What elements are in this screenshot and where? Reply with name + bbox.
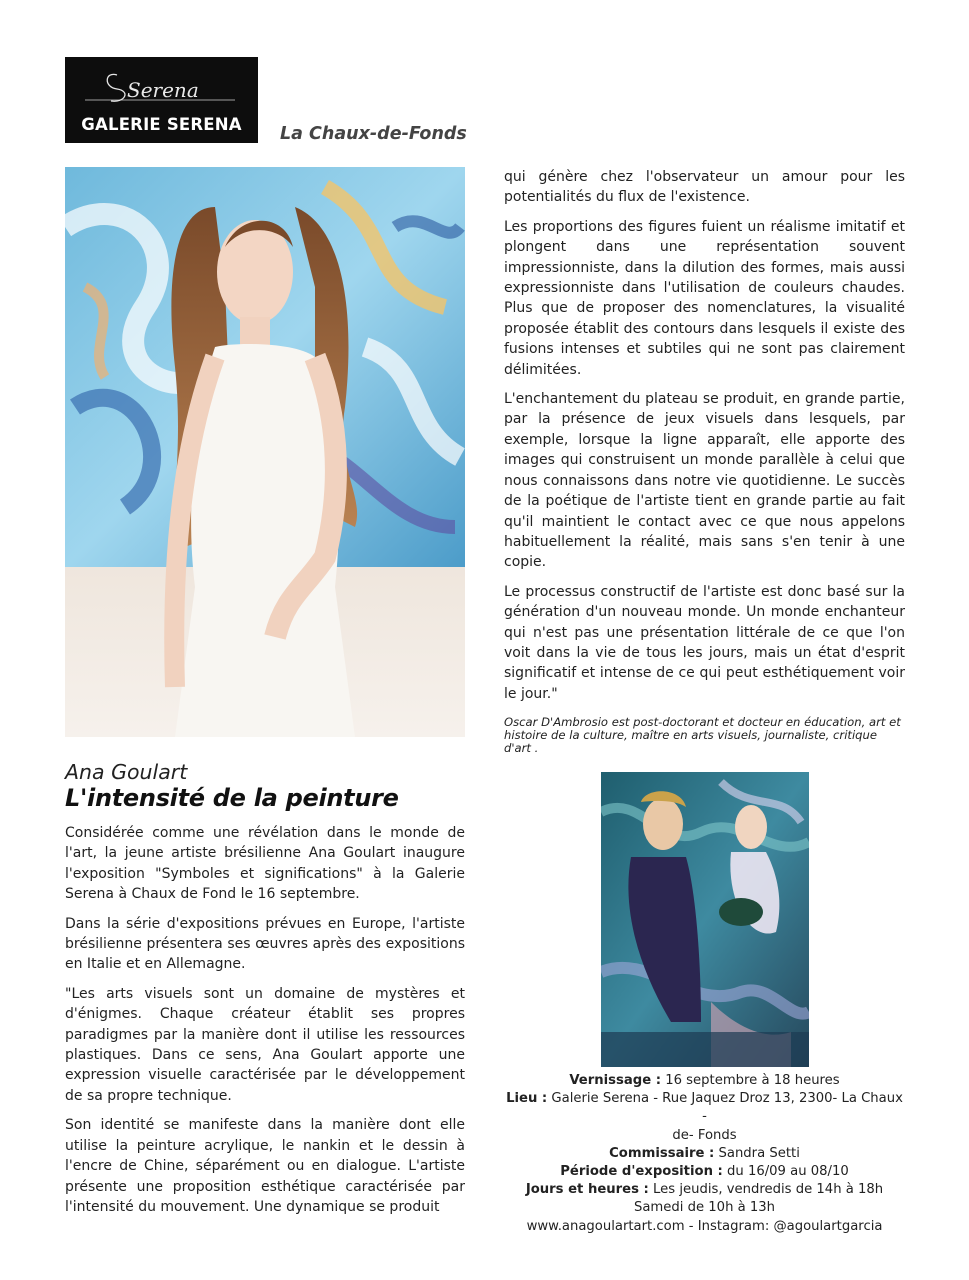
periode-label: Période d'exposition :: [560, 1164, 723, 1180]
jours-label: Jours et heures :: [525, 1182, 649, 1198]
paragraph: qui génère chez l'observateur un amour pour les potentialités du flux de l'existence.: [504, 169, 905, 206]
info-samedi: Samedi de 10h à 13h: [633, 1200, 776, 1216]
vernissage-value: 16 septembre à 18 heures: [661, 1073, 840, 1088]
logo-script-text: Serena: [127, 78, 199, 102]
paragraph: Le processus constructif de l'artiste est donc basé sur la génération d'un nouveau monde. Un monde enchanteur qui n'est pas une présentation littérale de ce que l'on voit dans la vie de tous les jours, mais un état d'esprit significatif et intense de ce qui peut esthétiquement voir le jour.": [504, 583, 905, 702]
artist-name: Ana Goulart: [65, 760, 188, 784]
left-column-text: [65, 823, 465, 1226]
artwork-painting: [601, 772, 809, 1067]
periode-value: du 16/09 au 08/10: [722, 1164, 849, 1180]
exhibition-info: [504, 1072, 905, 1236]
paragraph: Les proportions des figures fuient un réalisme imitatif et plongent dans une représentation souvent impressionniste, dans la dilution des formes, mais aussi expressionniste dans l'utilisation de couleurs chaudes. Plus que de proposer des nomenclatures, la visualité proposée établit des contours dans lesquels il existe des fusions intenses et subtiles qui ne sont pas clairement délimitées.: [504, 218, 905, 378]
commissaire-label: Commissaire :: [609, 1145, 715, 1161]
paragraph: L'enchantement du plateau se produit, en grande partie, par la présence de jeux visuels dans lesquels, par exemple, lorsque la ligne apparaît, elle apporte des images qui construisent un monde parallèle à celui que nous connaissons dans notre vie quotidienne. Le succès de la poétique de l'artiste tient en grande partie au fait qu'il maintient le contact avec ce que nous appelons habituellement la réalité, mais sans s'en tenir à une copie.: [504, 391, 905, 571]
info-web-links: www.anagoulartart.com - Instagram: @agoulartgarcia: [526, 1218, 883, 1234]
lieu-label: Lieu :: [506, 1091, 548, 1107]
lieu-value: Galerie Serena - Rue Jaquez Droz 13, 2300- La Chaux -: [547, 1091, 903, 1125]
logo-script-signature: [65, 65, 258, 107]
info-vernissage: [504, 1072, 905, 1090]
info-lieu: [504, 1090, 905, 1126]
gallery-logo: [65, 57, 258, 143]
city-name: La Chaux-de-Fonds: [280, 124, 467, 144]
paragraph: Considérée comme une révélation dans le monde de l'art, la jeune artiste brésilienne Ana Goulart inaugure l'exposition "Symboles et significations" à la Galerie Serena à Chaux de Fond le 16 septembre.: [65, 825, 465, 903]
logo-gallery-name: GALERIE SERENA: [81, 115, 242, 134]
jours-value: Les jeudis, vendredis de 14h à 18h: [648, 1182, 884, 1198]
vernissage-label: Vernissage :: [569, 1073, 662, 1088]
info-periode: [504, 1163, 905, 1181]
commissaire-value: Sandra Setti: [714, 1145, 800, 1161]
right-column-text: [504, 167, 905, 713]
article-headline: L'intensité de la peinture: [65, 784, 399, 812]
info-commissaire: [504, 1145, 905, 1163]
info-jours: [504, 1181, 905, 1199]
paragraph: Son identité se manifeste dans la manière dont elle utilise la peinture acrylique, le nankin et le dessin à l'encre de Chine, séparément ou en dialogue. L'artiste présente une proposition esthétique caractérisée par l'intensité du mouvement. Une dynamique se produit: [65, 1117, 465, 1215]
author-credit: Oscar D'Ambrosio est post-doctorant et docteur en éducation, art et histoire de la culture, maître en arts visuels, journaliste, critique d'art .: [504, 715, 901, 756]
info-lieu-continued: de- Fonds: [672, 1127, 737, 1143]
paragraph: "Les arts visuels sont un domaine de mystères et d'énigmes. Chaque créateur établit ses propres paradigmes par la manière dont il utilise les ressources plastiques. Dans ce sens, Ana Goulart apporte une expression visuelle caractérisée par le développement de sa propre technique.: [65, 985, 465, 1104]
paragraph: Dans la série d'expositions prévues en Europe, l'artiste brésilienne présentera ses œuvres après des expositions en Italie et en Allemagne.: [65, 915, 465, 973]
artist-portrait-photo: [65, 167, 465, 737]
